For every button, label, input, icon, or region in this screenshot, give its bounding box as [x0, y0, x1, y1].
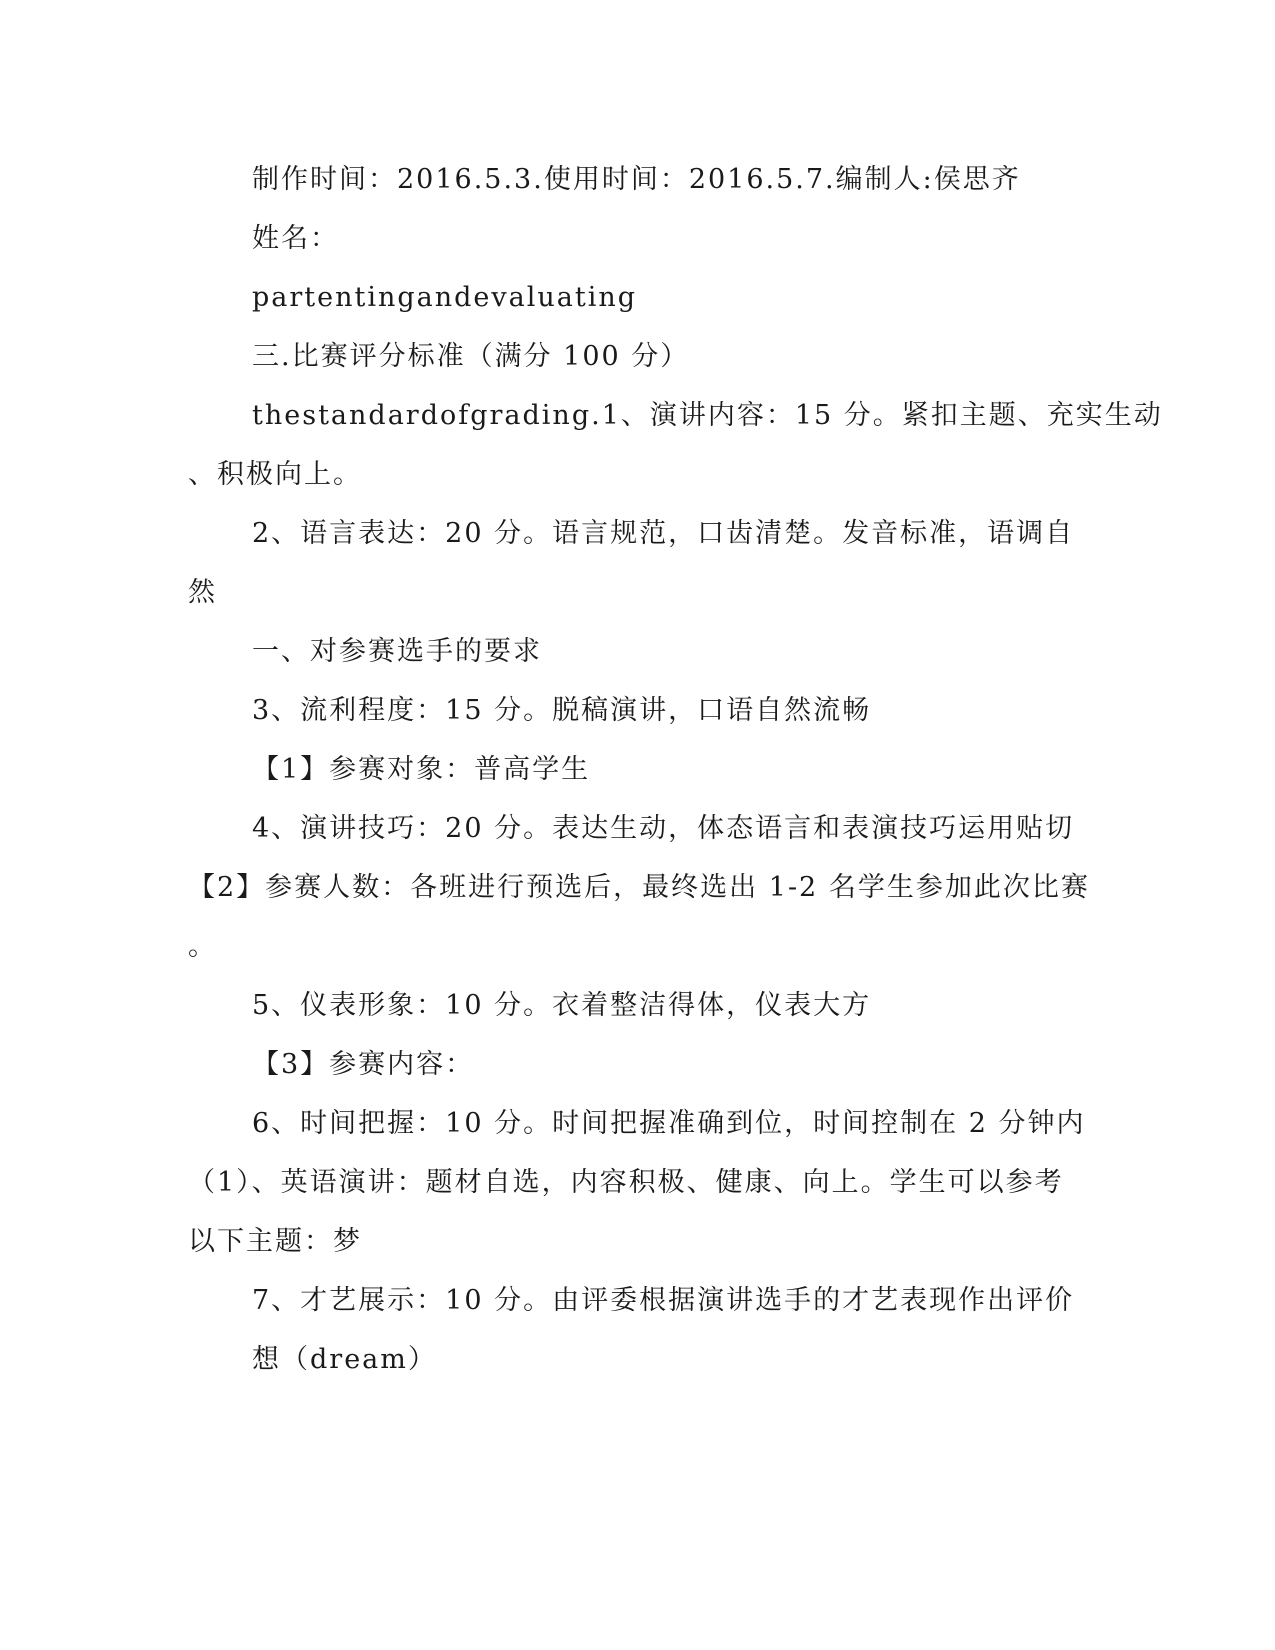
name-field-line: 姓名：	[252, 223, 339, 254]
paragraph-continuation: 、积极向上。	[188, 459, 362, 490]
paragraph-line: （1）、英语演讲：题材自选，内容积极、健康、向上。学生可以参考	[188, 1167, 1064, 1198]
paragraph-continuation: 然	[188, 577, 217, 608]
section-heading: 三.比赛评分标准（满分 100 分）	[252, 341, 690, 372]
paragraph-line: 3、流利程度：15 分。脱稿演讲，口语自然流畅	[252, 695, 872, 726]
english-subtitle-line: partentingandevaluating	[252, 282, 638, 313]
section-heading: 一、对参赛选手的要求	[252, 636, 542, 667]
paragraph-line: 【1】参赛对象：普高学生	[252, 754, 591, 785]
paragraph-continuation: 以下主题：梦	[188, 1226, 362, 1257]
paragraph-line: 5、仪表形象：10 分。衣着整洁得体，仪表大方	[252, 990, 872, 1021]
paragraph-line: 6、时间把握：10 分。时间把握准确到位，时间控制在 2 分钟内	[252, 1108, 1086, 1139]
paragraph-line: 2、语言表达：20 分。语言规范，口齿清楚。发音标准，语调自	[252, 518, 1075, 549]
paragraph-continuation: 。	[188, 931, 217, 962]
paragraph-line: thestandardofgrading.1、演讲内容：15 分。紧扣主题、充实生动	[252, 400, 1163, 431]
header-meta-line: 制作时间：2016.5.3.使用时间：2016.5.7.编制人:侯思齐	[252, 164, 1021, 195]
paragraph-line: 【2】参赛人数：各班进行预选后，最终选出 1-2 名学生参加此次比赛	[188, 872, 1090, 903]
paragraph-line: 【3】参赛内容：	[252, 1049, 475, 1080]
paragraph-line: 7、才艺展示：10 分。由评委根据演讲选手的才艺表现作出评价	[252, 1285, 1075, 1316]
paragraph-line: 想（dream）	[252, 1344, 437, 1375]
paragraph-line: 4、演讲技巧：20 分。表达生动，体态语言和表演技巧运用贴切	[252, 813, 1075, 844]
